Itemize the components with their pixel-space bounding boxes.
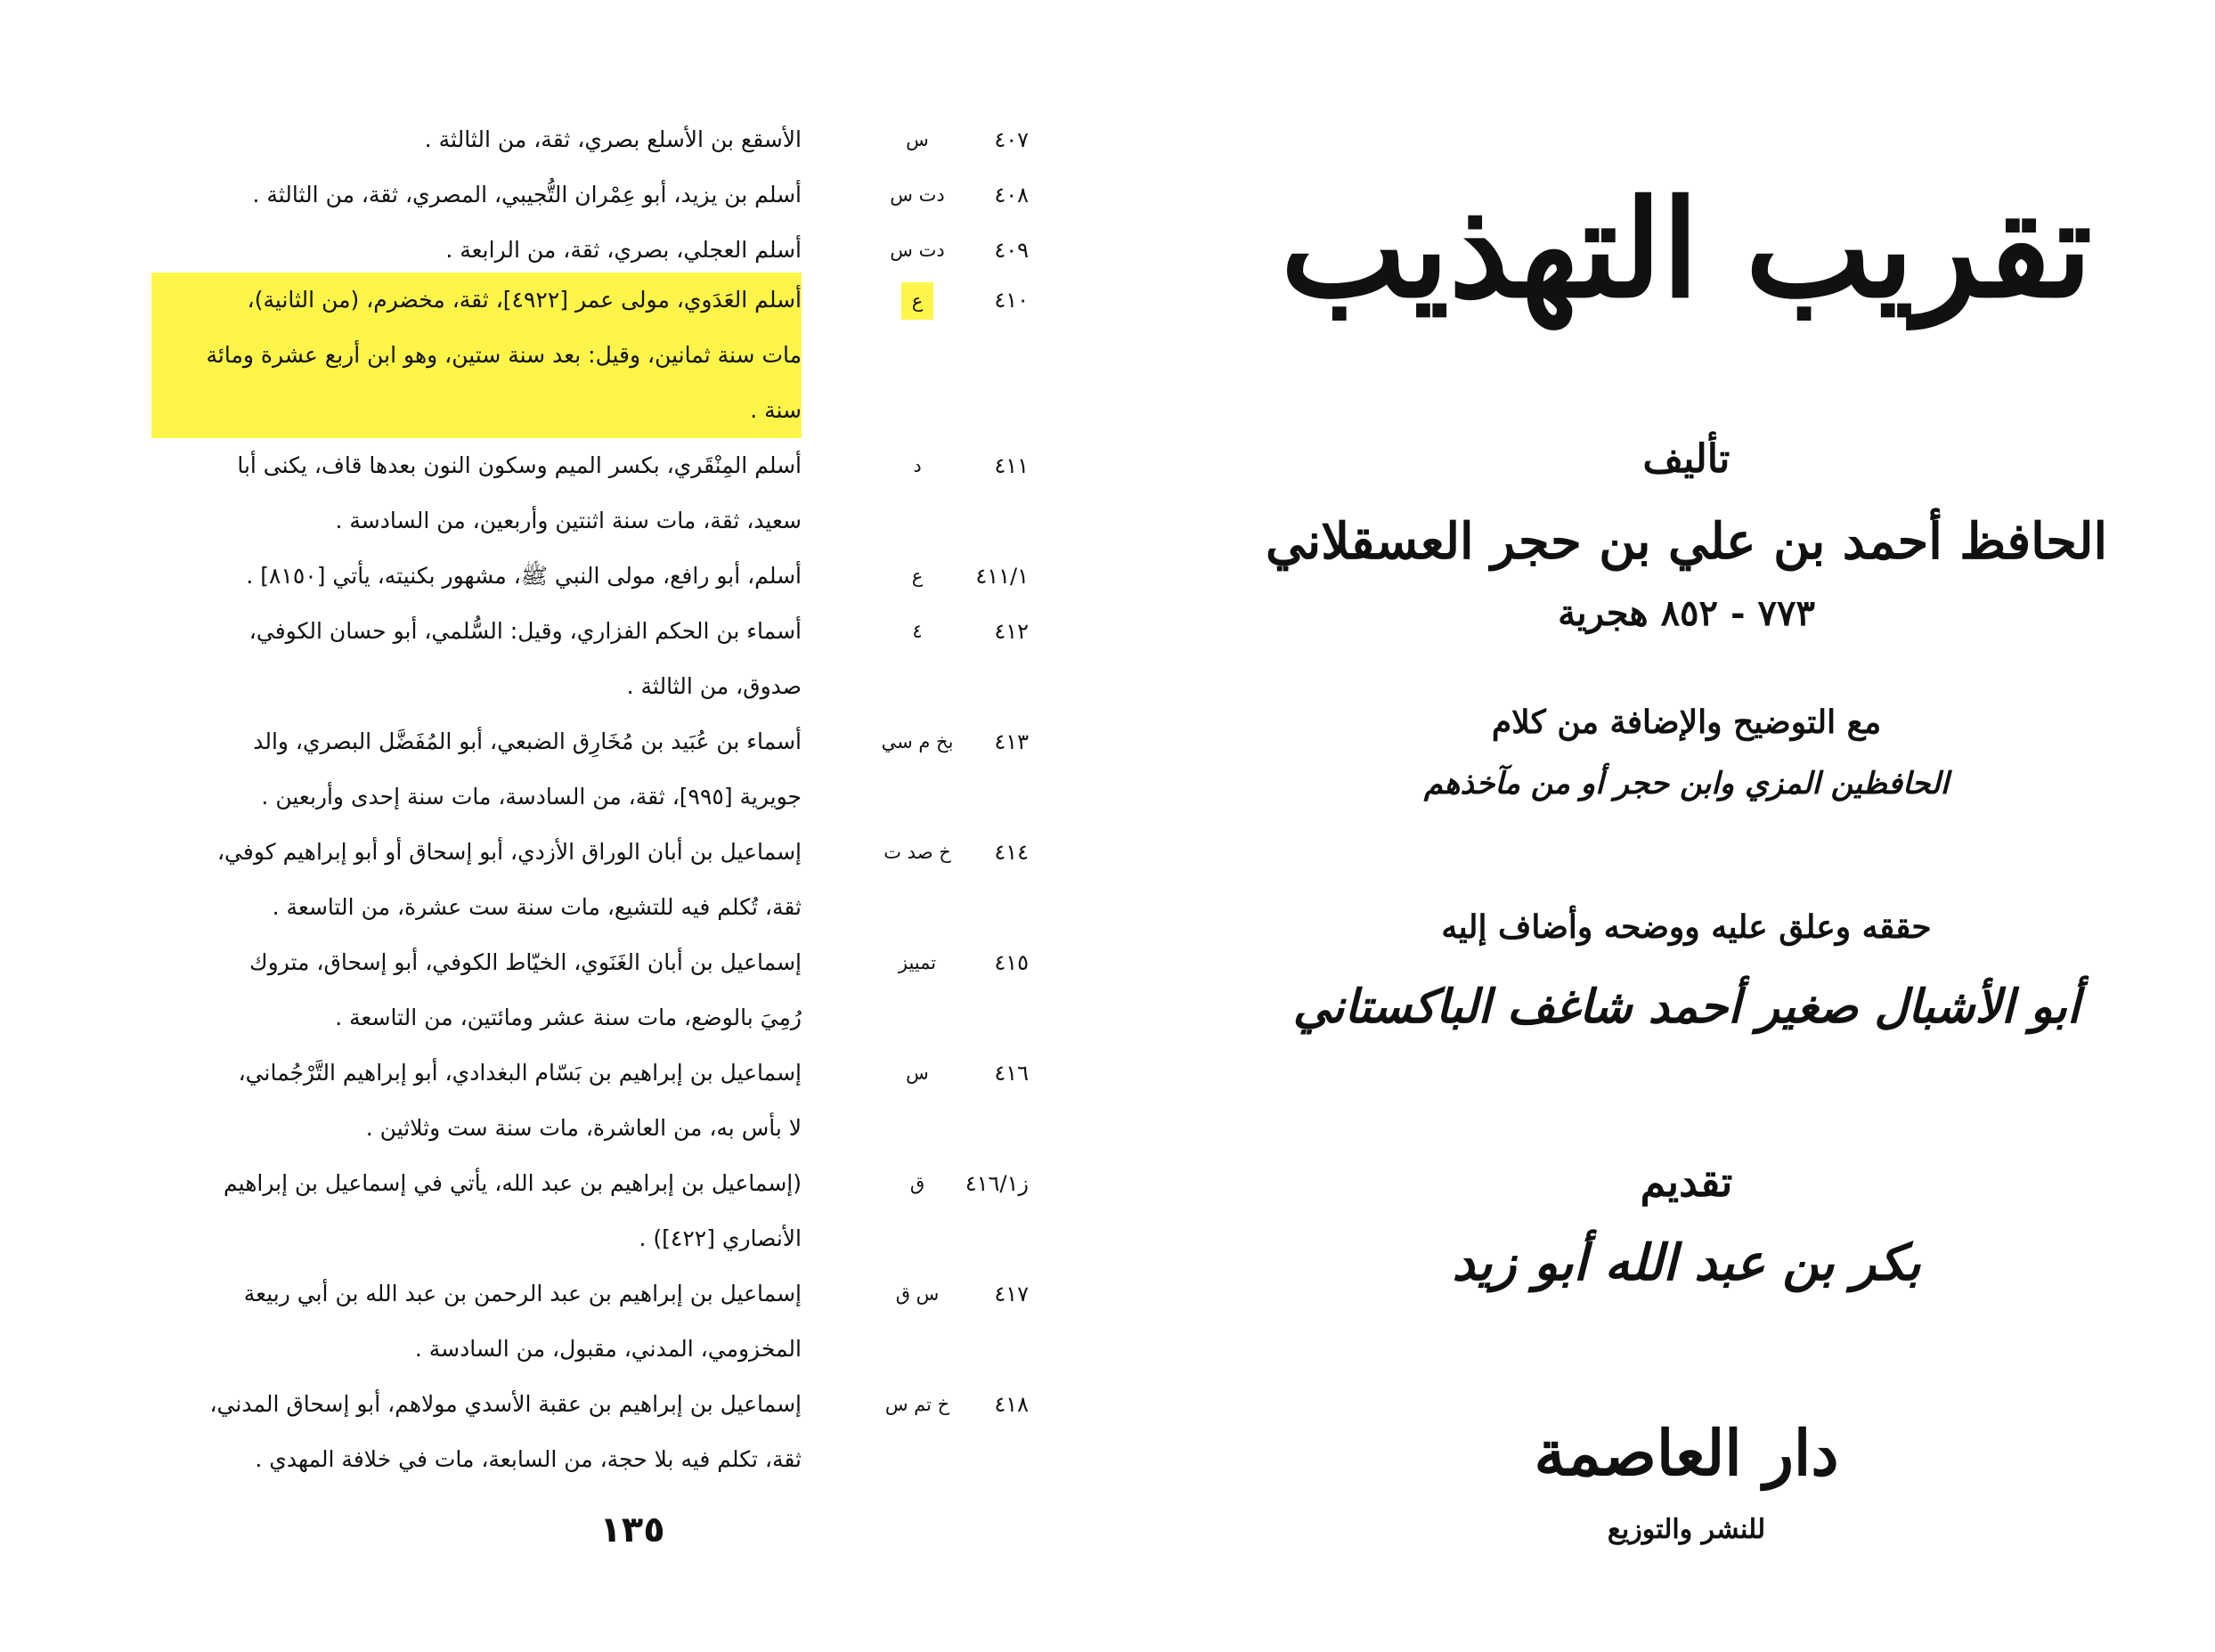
source-code-label: تمييز [898, 952, 937, 973]
entry-line: أسماء بن عُبَيد بن مُخَارِق الضبعي، أبو المُفَضَّل البصري، والد [253, 728, 802, 754]
biography-entry [151, 935, 1033, 1046]
entry-line: سنة . [750, 383, 802, 438]
entry-line: أسلم العجلي، بصري، ثقة، من الرابعة . [445, 237, 802, 263]
entry-text [151, 1046, 802, 1156]
entry-source-code [824, 1377, 1011, 1432]
source-code-label: خ تم س [884, 1394, 950, 1415]
biography-entry [151, 1266, 1033, 1377]
entry-number: ٤١٤ [994, 840, 1029, 865]
source-code-label: س [906, 1062, 929, 1084]
entry-list [151, 112, 1033, 1487]
entry-line: إسماعيل بن أبان الوراق الأزدي، أبو إسحاق أو أبو إبراهيم كوفي، [216, 839, 802, 865]
entry-line: أسماء بن الحكم الفزاري، وقيل: السُّلمي، أبو حسان الكوفي، [248, 618, 802, 644]
entry-line: إسماعيل بن إبراهيم بن بَسّام البغدادي، أبو إبراهيم التَّرْجُماني، [238, 1060, 802, 1086]
entry-source-code [824, 112, 1011, 167]
entry-number: ٤٠٩ [994, 238, 1029, 263]
entry-number: ٤١٦ [994, 1061, 1029, 1086]
entry-line: جويرية [٩٩٥]، ثقة، من السادسة، مات سنة إحدى وأربعين . [261, 784, 802, 810]
biography-entry [151, 273, 1033, 438]
entry-text [151, 825, 802, 935]
entry-line: أسلم المِنْقَري، بكسر الميم وسكون النون بعدها قاف، يكنى أبا [237, 452, 802, 478]
entry-number: ٤١٨ [994, 1392, 1029, 1417]
entry-number: ٤١١/١ [975, 564, 1029, 589]
entry-text [151, 549, 802, 604]
entry-text [151, 223, 802, 278]
source-code-label: ع [911, 566, 924, 587]
entry-number: ٤١٥ [994, 950, 1029, 975]
entry-line: إسماعيل بن إبراهيم بن عبد الرحمن بن عبد الله بن أبي ربيعة [243, 1281, 802, 1306]
entry-text [151, 167, 802, 223]
entry-text [151, 1266, 802, 1377]
biography-entry [151, 438, 1033, 549]
entry-number: ٤٠٧ [994, 127, 1029, 152]
entry-line: رُمِيَ بالوضع، مات سنة عشر ومائتين، من التاسعة . [335, 1005, 802, 1030]
entry-line: أسلم العَدَوي، مولى عمر [٤٩٢٢]، ثقة، مخضرم، (من الثانية)، [247, 287, 802, 313]
entry-line: ثقة، تكلم فيه بلا حجة، من السابعة، مات في خلافة المهدي . [255, 1446, 802, 1472]
entry-line: إسماعيل بن إبراهيم بن عقبة الأسدي مولاهم، أبو إسحاق المدني، [209, 1391, 802, 1417]
publisher-name: دار العاصمة [1534, 1416, 1839, 1490]
biography-entry [151, 549, 1033, 604]
biography-entry [151, 604, 1033, 714]
entry-source-code [824, 1266, 1011, 1322]
entry-line: إسماعيل بن أبان الغَنَوي، الخيّاط الكوفي، أبو إسحاق، متروك [249, 949, 802, 975]
biography-entry [151, 112, 1033, 167]
entry-line: مات سنة ثمانين، وقيل: بعد سنة ستين، وهو ابن أربع عشرة ومائة [206, 342, 802, 368]
entry-text [151, 1377, 802, 1487]
biography-entry [151, 1156, 1033, 1266]
entry-line: ثقة، تُكلم فيه للتشيع، مات سنة ست عشرة، من التاسعة . [272, 894, 802, 920]
by-label: تأليف [1642, 436, 1730, 482]
author-name: الحافظ أحمد بن علي بن حجر العسقلاني [1266, 512, 2107, 571]
entry-source-code [824, 223, 1011, 278]
page-number: ١٣٥ [599, 1510, 665, 1550]
introduction-author: بكر بن عبد الله أبو زيد [1452, 1233, 1921, 1292]
entry-source-code [824, 438, 1011, 493]
entry-line: المخزومي، المدني، مقبول، من السادسة . [414, 1336, 802, 1362]
title-page [1158, 0, 2215, 1652]
entry-number: ٤١٢ [994, 619, 1029, 644]
source-code-label: خ صد ت [884, 842, 951, 863]
entry-line: أسلم، أبو رافع، مولى النبي ﷺ، مشهور بكنيته، يأتي [٨١٥٠] . [246, 563, 802, 589]
source-code-label: ع [901, 282, 934, 320]
subtitle-line-1: مع التوضيح والإضافة من كلام [1491, 704, 1882, 741]
editor-name: أبو الأشبال صغير أحمد شاغف الباكستاني [1292, 980, 2081, 1034]
entry-line: صدوق، من الثالثة . [626, 673, 802, 699]
entry-source-code [824, 1046, 1011, 1101]
publisher-subtitle: للنشر والتوزيع [1607, 1514, 1766, 1545]
entry-source-code [824, 935, 1011, 990]
entry-source-code [824, 549, 1011, 604]
entry-number: ٤٠٨ [994, 183, 1029, 208]
biography-entry [151, 223, 1033, 278]
entry-number: ٤١١ [994, 453, 1029, 478]
introduction-label: تقديم [1640, 1158, 1733, 1206]
source-code-label: بخ م سي [881, 731, 954, 753]
entry-source-code [824, 825, 1011, 880]
entry-text [151, 604, 802, 714]
source-code-label: دت س [890, 240, 945, 261]
source-code-label: س [906, 129, 929, 151]
entry-line: لا بأس به، من العاشرة، مات سنة ست وثلاثين . [365, 1115, 802, 1141]
entry-text [151, 935, 802, 1046]
entry-text [151, 112, 802, 167]
entry-source-code [824, 604, 1011, 659]
entry-text [151, 438, 802, 549]
entry-source-code [824, 273, 1011, 329]
biography-entry [151, 714, 1033, 825]
entry-text [151, 1156, 802, 1266]
source-code-label: ٤ [912, 621, 923, 642]
source-code-label: د [913, 455, 922, 476]
entry-text [151, 273, 802, 438]
entry-line: (إسماعيل بن إبراهيم بن عبد الله، يأتي في إسماعيل بن إبراهيم [224, 1170, 802, 1196]
verified-by-label: حققه وعلق عليه ووضحه وأضاف إليه [1441, 908, 1932, 946]
entry-number: ز٤١٦/١ [965, 1171, 1029, 1196]
source-code-label: ق [909, 1173, 925, 1194]
book-title: تقريب التهذيب [1280, 171, 2093, 328]
source-code-label: دت س [890, 184, 945, 206]
entry-number: ٤١٧ [994, 1282, 1029, 1306]
entry-line: أسلم بن يزيد، أبو عِمْران التُّجيبي، المصري، ثقة، من الثالثة . [252, 182, 802, 208]
entry-text [151, 714, 802, 825]
biography-entry [151, 1377, 1033, 1487]
entry-source-code [824, 167, 1011, 223]
entry-line: الأنصاري [٤٢٢]) . [639, 1225, 802, 1251]
biography-entry [151, 825, 1033, 935]
source-code-label: س ق [895, 1283, 940, 1305]
entry-line: الأسقع بن الأسلع بصري، ثقة، من الثالثة . [424, 126, 802, 152]
entry-line: سعيد، ثقة، مات سنة اثنتين وأربعين، من السادسة . [335, 508, 802, 533]
author-years: ٧٧٣ - ٨٥٢ هجرية [1558, 592, 1815, 634]
entry-number: ٤١٣ [994, 729, 1029, 754]
biography-entry [151, 167, 1033, 223]
biography-entry [151, 1046, 1033, 1156]
entry-source-code [824, 1156, 1011, 1211]
entry-number: ٤١٠ [994, 288, 1029, 313]
left-page [0, 0, 1060, 1652]
entry-source-code [824, 714, 1011, 769]
subtitle-line-2: الحافظين المزي وابن حجر أو من مآخذهم [1423, 766, 1950, 802]
